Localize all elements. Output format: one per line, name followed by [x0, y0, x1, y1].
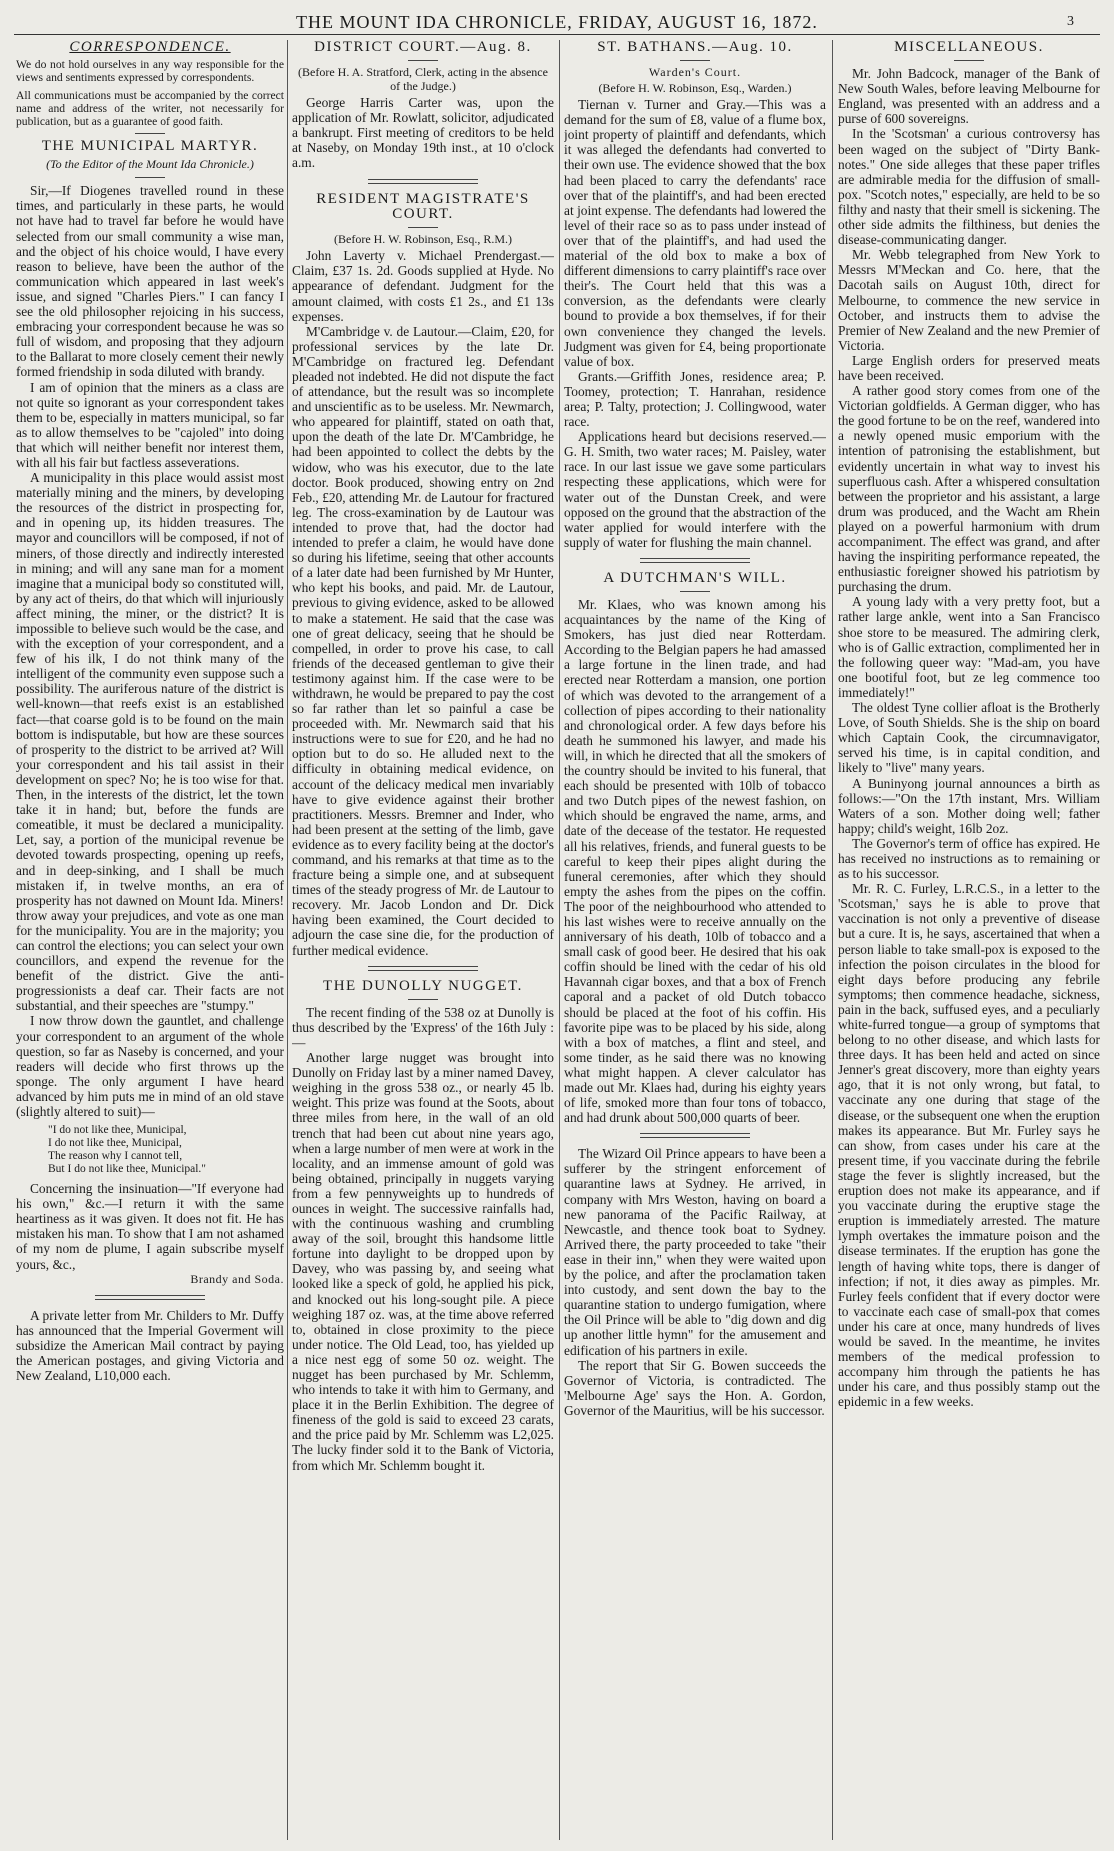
letter-addressee: (To the Editor of the Mount Ida Chronicle.) [46, 157, 254, 172]
section-title-correspondence: CORRESPONDENCE. [69, 40, 231, 55]
court-presiding: (Before H. W. Robinson, Esq., Warden.) [598, 80, 792, 95]
page-number: 3 [1067, 14, 1074, 29]
verse-line: The reason why I cannot tell, [48, 1150, 183, 1163]
section-ornament [640, 1133, 750, 1138]
section-ornament [95, 1295, 205, 1300]
article-paragraph: George Harris Carter was, upon the application of Mr. Rowlatt, solicitor, adjudicated a bankrupt. First meeting of creditors to be held at Naseby, on Monday 19th inst., at 10 o'clock a.m. [292, 95, 554, 171]
article-paragraph: The recent finding of the 538 oz at Dunolly is thus described by the 'Express' of the 16th July :— [292, 1004, 554, 1050]
verse-line: But I do not like thee, Municipal." [48, 1163, 207, 1176]
masthead: THE MOUNT IDA CHRONICLE, FRIDAY, AUGUST 16, 1872. [296, 12, 818, 32]
article-paragraph: John Laverty v. Michael Prendergast.—Claim, £37 1s. 2d. Goods supplied at Hyde. No appearance of defendant. Judgment for the amount claimed, with costs £1 2s., and £1 13s expenses. [292, 248, 554, 324]
section-ornament [368, 966, 478, 971]
verse-line: I do not like thee, Municipal, [48, 1137, 182, 1150]
article-paragraph: Mr. Klaes, who was known among his acquaintances by the name of the King of Smokers, has just died near Rotterdam. According to the Belgian papers he had amassed a large fortune in the linen trade, and had erected near Rotterdam a mansion, one portion of which was devoted to the arrangement of a collection of pipes according to their nationality and chronological order. A few days before his death he summoned his lawyer, and made his will, in which he directed that all the smokers of the country should be invited to his funeral, that each should be presented with 10lb of tobacco and two Dutch pipes of the newest fashion, on which should be engraved the name, arms, and date of the decease of the testator. He requested all his relatives, friends, and funeral guests to be careful to keep their pipes alight during the funeral ceremonies, after which they should empty the ashes from the pipes on the coffin. The poor of the neighbourhood who attended to his last wishes were to receive annually on the anniversary of his death, 10lb of tobacco and a small cask of good beer. He desired that his oak coffin should be lined with the cedar of his old Havannah cigar boxes, and that a box of French caporal and a packet of old Dutch tobacco should be placed at the foot of his coffin. His favorite pipe was to be placed by his side, along with a box of matches, a flint and steel, and some tinder, as he said there was no knowing what might happen. A clever calculator has made out Mr. Klaes had, during his eighty years of life, smoked more than four tons of tobacco, and had drunk about 500,000 quarts of beer. [564, 597, 826, 1126]
verse-line: "I do not like thee, Municipal, [48, 1124, 187, 1137]
section-title-dutchmans-will: A DUTCHMAN'S WILL. [603, 569, 787, 586]
news-item: The Governor's term of office has expired. He has received no instructions as to remaining or as to his successor. [838, 835, 1100, 882]
court-presiding: (Before H. A. Stratford, Clerk, acting in the absence of the Judge.) [298, 65, 548, 93]
news-item: Mr. John Badcock, manager of the Bank of New South Wales, before leaving Melbourne for England, was presented with an address and a purse of 600 sovereigns. [838, 66, 1100, 127]
news-item: The oldest Tyne collier afloat is the Brotherly Love, of South Shields. She is the ship on board which Captain Cook, the circumnavigator, served his time, is in capital condition, and likely to "live" many years. [838, 700, 1100, 776]
article-paragraph: I am of opinion that the miners as a class are not quite so ignorant as your correspondent takes them to be, especially in matters municipal, so far as to allow themselves to be "cajoled" into doing that which will neither benefit nor interest them, with all his fair but factless asseverations. [16, 379, 284, 470]
section-title-district-court: DISTRICT COURT.—Aug. 8. [314, 40, 532, 55]
letter-title: THE MUNICIPAL MARTYR. [41, 138, 259, 155]
masthead-bar [0, 6, 1114, 36]
article-paragraph: The Wizard Oil Prince appears to have been a sufferer by the stringent enforcement of quarantine laws at Sydney. He arrived, in company with Mrs Weston, having on board a new panorama of the Pacific Railway, at Newcastle, and thence took boat to Sydney. Arrived there, the party proceeded to take "their ease in their inn," when they were waited upon by the police, and after the proclamation taken into custody, and sent down the bay to the quarantine station to undergo fumigation, where the Oil Prince will be able to "dig down and dig up another little hymn" for the amusement and edification of his partners in exile. [564, 1146, 826, 1358]
letter-signature: Brandy and Soda. [190, 1271, 284, 1286]
article-paragraph: A private letter from Mr. Childers to Mr. Duffy has announced that the Imperial Goverment will subsidize the American Mail contract by paying the American postages, and giving Victoria and New Zealand, L10,000 each. [16, 1307, 284, 1384]
news-item: A rather good story comes from one of the Victorian goldfields. A German digger, who has the good fortune to be on the reef, wandered into a newly opened music emporium with the intention of patronising the establishment, but evidently uncertain in what way to invest his superfluous cash. After a whispered consultation between the proprietor and his assistant, a large drum was produced, and the Wacht am Rhein played on a powerful harmonium with drum accompaniment. The effect was grand, and after having the inspiriting performance repeated, the enthusiastic foreigner showed his patriotism by purchasing the drum. [838, 383, 1100, 595]
news-item: A young lady with a very pretty foot, but a rather large ankle, went into a San Francisco shoe store to be measured. The admiring clerk, who is of Gallic extraction, complimented her in the following queer way: "Mad-am, you have one bootiful foot, but ze leg commence too immediately!" [838, 594, 1100, 700]
column-divider [832, 40, 833, 1840]
article-paragraph: Grants.—Griffith Jones, residence area; P. Toomey, protection; T. Hanrahan, residence area; P. Talty, protection; J. Collingwood, water race. [564, 368, 826, 430]
verse-quote [48, 1124, 284, 1176]
news-item: A Buninyong journal announces a birth as follows:—"On the 17th instant, Mrs. William Waters of a son. Mother doing well; father happy; child's weight, 16lb 2oz. [838, 775, 1100, 836]
column-divider [559, 40, 560, 1840]
section-title-resident-magistrate: RESIDENT MAGISTRATE'S COURT. [316, 190, 530, 222]
news-item: In the 'Scotsman' a curious controversy has been waged on the subject of "Dirty Bank-notes." One side alleges that these paper trifles are admirable media for the diffusion of small-pox. "Scotch notes," especially, are held to be so filthy and nasty that their smell is sickening. The other side admits the filthiness, but denies the disease-communicating danger. [838, 126, 1100, 248]
article-paragraph: M'Cambridge v. de Lautour.—Claim, £20, for professional services by the late Dr. M'Cambridge on fractured leg. Defendant pleaded not indebted. He did not dispute the fact of attendance, but the result was so incomplete and unscientific as to be useless. Mr. Newmarch, who appeared for plaintiff, stated on oath that, upon the death of the late Dr. M'Cambridge, he had been appointed to collect the debts by the widow, who was his executor, due to the late doctor. Book produced, showing entry on 2nd Feb., £20, attending Mr. de Lautour for fractured leg. The cross-examination by de Lautour was intended to prove that, had the doctor had intended to prefer a claim, he would have done so during his lifetime, seeing that other accounts of a later date had been furnished by Mr Hunter, who kept his books, and paid. Mr. de Lautour, previous to giving evidence, asked to be allowed to make a statement. He said that the case was one of great delicacy, seeing that he should be compelled, in order to prove his case, to call friends of the deceased gentleman to give their testimony against him. If the case were to be withdrawn, he would be prepared to pay the cost so far rather than let so painful a case be proceeded with. Mr. Newmarch said that his instructions were to sue for £20, and he had no option but to do so. He alluded next to the difficulty in obtaining medical evidence, on account of the delicacy medical men invariably have to give evidence against their brother practitioners. Messrs. Bremner and Inder, who had been present at the setting of the limb, gave evidence as to every facility being at the doctor's command, and his remarks at that time as to the fracture being a simple one, and at subsequent times of the steady progress of Mr. de Lautour to recovery. Mr. Jacob London and Dr. Dick having been examined, the Court decided to adjourn the case sine die, for the production of further medical evidence. [292, 323, 554, 958]
editorial-notice: We do not hold ourselves in any way responsible for the views and sentiments expressed by correspondents. [16, 58, 284, 85]
news-item: Mr. Webb telegraphed from New York to Messrs M'Meckan and Co. here, that the Dacotah sails on August 10th, direct for Melbourne, to commence the new service in October, and instructs them to advise the Premier of New Zealand and the new Premier of Victoria. [838, 247, 1100, 353]
section-title-dunolly-nugget: THE DUNOLLY NUGGET. [323, 977, 523, 994]
article-paragraph: Another large nugget was brought into Dunolly on Friday last by a miner named Davey, weighing in the gross 538 oz., or nearly 45 lb. weight. This prize was found at the Soots, about three miles from here, in the wall of an old trench that had been cut about nine years ago, when a large number of men were at work in the locality, and an immense amount of gold was being obtained, principally in nuggets varying from a few pennyweights up to hundreds of ounces in weight. The successive rainfalls had, with the continuous washing and crumbling away of the soil, brought this handsome little fortune into daylight to be dropped upon by Davey, who was passing by, and seeing what looked like a speck of gold, he applied his pick, and knocked out his long-sought pile. A piece weighing 187 oz. was, at the time above referred to, obtained in close proximity to the piece under notice. The Old Lead, too, has yielded up a nice nest egg of some 50 oz. weight. The nugget has been purchased by Mr. Schlemm, who intends to take it with him to Germany, and place it in the Berlin Exhibition. The degree of fineness of the gold is said to exceed 23 carats, and the price paid by Mr. Schlemm was L2,025. The lucky finder sold it to the Bank of Victoria, from which Mr. Schlemm bought it. [292, 1050, 554, 1473]
editorial-notice: All communications must be accompanied by the correct name and address of the writer, not necessarily for publication, but as a guarantee of good faith. [16, 88, 284, 128]
news-item: Large English orders for preserved meats have been received. [838, 352, 1100, 383]
section-title-st-bathans: ST. BATHANS.—Aug. 10. [597, 40, 793, 55]
column-divider [287, 40, 288, 1840]
court-name: Warden's Court. [648, 65, 742, 80]
article-paragraph: Concerning the insinuation—"If everyone had his own," &c.—I return it with the same heartiness as it was given. It does not fit. He has mistaken his man. To show that I am not ashamed of my nom de plume, I again subscribe myself yours, &c., [16, 1181, 284, 1272]
article-paragraph: Tiernan v. Turner and Gray.—This was a demand for the sum of £8, value of a flume box, joint property of plaintiff and defendants, which it was alleged the defendants had converted to their own use. The evidence showed that the box had been placed to carry the defendants' race over that of the plaintiff's, and had been erected at joint expense. The defendants had lowered the level of their race so as to pass under instead of over that of the plaintiff's, and had used the material of the old box to make a box of different dimensions to carry plaintiff's race over their's. The Court held that this was a conversion, as the defendants were clearly bound to provide a box themselves, if for their own convenience they changed the levels. Judgment was given for £4, being proportionate value of box. [564, 97, 826, 369]
article-paragraph: Sir,—If Diogenes travelled round in these times, and particularly in these parts, he would not have had to travel far before he would have selected from our small community a wise man, and the object of his choice would, I have every reason to believe, have been the author of the communication which appeared in last week's issue, and signed "Charles Piers." I can fancy I see the old philosopher rejoicing in his success, embracing your correspondent because he was so full of wisdom, and proposing that they adjourn to the Ballarat to more closely cement their newly formed friendship in soda diluted with brandy. [16, 183, 284, 380]
column-miscellaneous [838, 40, 1100, 1845]
article-paragraph: I now throw down the gauntlet, and challenge your correspondent to an argument of the whole question, so far as Naseby is concerned, and your readers will decide who first throws up the sponge. The only argument I have heard advanced by him puts me in mind of an old stave (slightly altered to suit)— [16, 1013, 284, 1120]
header-rule [14, 34, 1100, 35]
section-ornament [368, 179, 478, 184]
article-paragraph: Applications heard but decisions reserved.—G. H. Smith, two water races; M. Paisley, water race. In our last issue we gave some particulars respecting these applications, which were for water out of the Dunstan Creek, and were opposed on the ground that the abstraction of the water applied for would interfere with the supply of water for flushing the main channel. [564, 429, 826, 550]
court-presiding: (Before H. W. Robinson, Esq., R.M.) [334, 231, 512, 246]
section-title-miscellaneous: MISCELLANEOUS. [894, 40, 1044, 55]
article-paragraph: A municipality in this place would assist most materially mining and the miners, by developing the resources of the district in prospecting for, and in opening up, its hidden treasures. The mayor and councillors will be composed, if not of miners, of those directly and indirectly interested in mining; and will any sane man for a moment imagine that a municipal body so constituted will, by any act of theirs, do that which will injuriously affect mining, the miner, or the district? It is impossible to believe such would be the case, and with the exception of your correspondent, and a few of his ilk, I do not think many of the intelligent of the community even suppose such a possibility. The auriferous nature of the district is well-known—that reefs exist is an established fact—that coarse gold is to be found on the main bottom is indisputable, but how are these sources of prosperity to the district to be arrived at? Will your correspondent and his tail assist in their development on spec? No; he is too wise for that. Then, in the interests of the district, let the town take it in hand; but, before the funds are comeatible, it must be declared a municipality. Let, say, a portion of the municipal revenue be devoted towards prospecting, opening up reefs, and in deep-sinking, and I shall be much mistaken if, in twelve months, an era of prosperity has not dawned on Mount Ida. Miners! throw away your prejudices, and vote as one man for the municipality. You are in the majority; you can control the elections; you can select your own councillors, and expend the revenue for the benefit of the district. Give the anti-progressionists a deaf car. Their facts are not substantial, and their speeches are "stumpy." [16, 470, 284, 1014]
section-ornament [640, 558, 750, 563]
column-st-bathans [564, 40, 826, 1845]
article-paragraph: The report that Sir G. Bowen succeeds the Governor of Victoria, is contradicted. The 'Melbourne Age' says the Hon. A. Gordon, Governor of the Mauritius, will be his successor. [564, 1357, 826, 1418]
column-courts [292, 40, 554, 1845]
news-item: Mr. R. C. Furley, L.R.C.S., in a letter to the 'Scotsman,' says he is able to prove that vaccination is not only a preventive of disease but a cure. It is, he says, ascertained that when a person liable to take small-pox is exposed to the infection the poison circulates in the blood for eight days before producing any febrile symptoms; then commence headache, sickness, pain in the back, suffused eyes, and a peculiarly white-furred tongue—a group of symptoms that belong to no other disease, and which lasts for three days. It has been held and acted on since Jenner's great discovery, more than eighty years ago, that it is not only wrong, but fatal, to vaccinate any one during that stage of the disease, or the subsequent one when the eruption makes its appearance. But Mr. Furley says he can show, from cases under his care at the present time, if you vaccinate during the febrile stage the fever is slightly increased, but the eruption does not make its appearance, and if you vaccinate during the eruptive stage the eruption is immediately arrested. The mature lymph overtakes the immature poison and the disease terminates. If the eruption has gone the length of having white tops, there is danger of infection; if not, it dies away as pimples. Mr. Furley feels confident that if every doctor were to vaccinate each case of small-pox that comes under his care at once, many hundreds of lives would be saved. In the meantime, he invites members of the medical profession to accompany him through the patients he has under his care, and thus possibly stamp out the epidemic in a few weeks. [838, 881, 1100, 1410]
column-correspondence [16, 40, 284, 1845]
